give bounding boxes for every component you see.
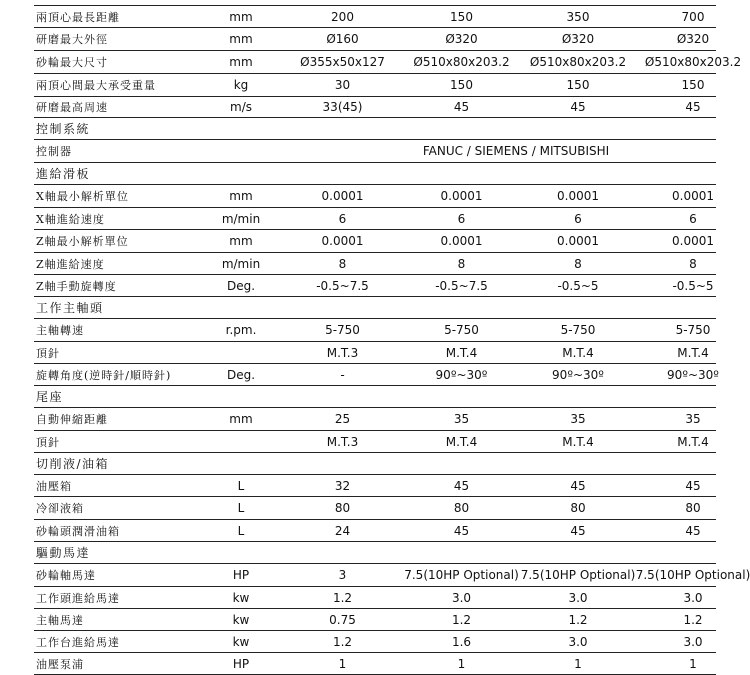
- row-value-model-3: 150: [566, 78, 590, 92]
- row-value-model-1: 200: [331, 9, 354, 24]
- row-value-model-2: Ø510x80x203.2: [413, 55, 510, 69]
- row-value-model-3: Ø320: [561, 32, 595, 46]
- row-unit: mm: [229, 55, 253, 69]
- row-value-model-2: 1.2: [451, 612, 472, 627]
- row-label: 砂輪頭潤滑油箱: [36, 524, 120, 538]
- row-value-model-4: 7.5(10HP Optional): [635, 568, 750, 582]
- row-value-model-1: 1.2: [332, 634, 353, 649]
- row-value-model-4: 0.0001: [672, 189, 714, 203]
- row-value-model-1: 1: [338, 656, 347, 671]
- section-row: [34, 118, 716, 140]
- row-value-model-4: 0.0001: [672, 234, 714, 248]
- table-row: [34, 497, 716, 520]
- row-unit: [201, 431, 281, 452]
- row-label: 控制器: [36, 145, 72, 158]
- row-unit: HP: [232, 656, 250, 671]
- row-value-model-4: -0.5~5: [672, 278, 714, 293]
- row-value-model-1: 25: [334, 412, 351, 426]
- row-label: 研磨最大外徑: [36, 33, 108, 46]
- table-row: [34, 587, 716, 609]
- row-value-model-3: 90º~30º: [552, 367, 604, 382]
- row-label: 冷卻液箱: [36, 502, 84, 515]
- row-value-model-4: 8: [689, 256, 697, 271]
- row-value-model-2: 45: [453, 523, 470, 538]
- row-value-model-4: M.T.4: [677, 434, 709, 449]
- section-title: 驅動馬達: [36, 546, 91, 560]
- row-value-model-4: 1: [689, 656, 697, 671]
- row-unit: L: [237, 501, 245, 515]
- row-label: 兩頂心最長距離: [36, 10, 120, 24]
- row-value-model-3: -0.5~5: [557, 278, 599, 293]
- row-value-model-2: 80: [453, 501, 470, 515]
- row-value-model-2: 45: [453, 100, 470, 114]
- row-unit: Deg.: [226, 278, 256, 293]
- row-label: 頂針: [36, 346, 60, 360]
- row-value-model-3: 350: [566, 9, 590, 24]
- table-row: [34, 609, 716, 631]
- row-value-model-4: 80: [685, 501, 701, 515]
- row-value-model-2: 35: [453, 412, 470, 426]
- row-unit: mm: [229, 412, 253, 426]
- section-title: 尾座: [36, 390, 64, 404]
- table-row: [34, 140, 716, 163]
- row-value-model-3: 0.0001: [557, 189, 599, 203]
- row-label: 旋轉角度(逆時針/順時針): [36, 368, 172, 382]
- row-unit: kg: [233, 78, 249, 92]
- section-title: 進給滑板: [36, 167, 91, 181]
- row-value-model-1: 0.0001: [321, 234, 364, 248]
- row-label: 主軸轉速: [36, 324, 84, 337]
- row-value-model-3: M.T.4: [562, 345, 594, 360]
- table-row: [34, 97, 716, 118]
- row-label: 兩頂心間最大承受重量: [36, 79, 156, 92]
- row-value-model-4: 3.0: [683, 634, 703, 649]
- row-label: 研磨最高周速: [36, 101, 108, 114]
- row-value-model-3: Ø510x80x203.2: [529, 55, 627, 69]
- table-row: [34, 342, 716, 364]
- row-value-model-1: 8: [338, 256, 347, 271]
- row-value-model-3: 45: [570, 523, 586, 538]
- row-value-model-2: 8: [457, 256, 466, 271]
- section-title: 切削液/油箱: [36, 457, 110, 471]
- row-unit: mm: [229, 32, 253, 46]
- row-label: 自動伸縮距離: [36, 413, 108, 426]
- row-value-model-2: 1: [457, 656, 466, 671]
- section-row: [34, 297, 716, 319]
- table-row: [34, 364, 719, 386]
- row-value-model-1: 32: [334, 478, 351, 493]
- row-label: 工作台進給馬達: [36, 635, 120, 649]
- row-value-model-2: Ø320: [445, 32, 478, 46]
- row-label: 油壓泵浦: [36, 657, 84, 671]
- table-row: [34, 431, 716, 453]
- table-row: [34, 275, 716, 297]
- row-unit: kw: [232, 612, 250, 627]
- row-unit: r.pm.: [225, 323, 257, 337]
- row-unit: [201, 342, 281, 363]
- row-label: X軸進給速度: [36, 212, 105, 226]
- table-row: [34, 253, 716, 275]
- row-value-model-1: 33(45): [322, 100, 363, 114]
- row-label: 工作頭進給馬達: [36, 591, 120, 605]
- row-value-model-2: 150: [450, 9, 473, 24]
- section-title: 控制系統: [36, 122, 91, 136]
- row-value-model-1: 0.75: [329, 612, 356, 627]
- row-unit: HP: [232, 568, 250, 582]
- table-row: [34, 564, 750, 587]
- section-row: [34, 386, 716, 408]
- row-value-model-2: M.T.4: [445, 434, 478, 449]
- row-value-model-4: 35: [685, 412, 701, 426]
- row-value-model-3: 45: [570, 100, 586, 114]
- row-value-model-3: M.T.4: [562, 434, 594, 449]
- row-value-model-1: Ø355x50x127: [300, 55, 385, 69]
- table-row: [34, 319, 716, 342]
- row-value-model-4: Ø320: [676, 32, 710, 46]
- row-value-model-3: 0.0001: [557, 234, 599, 248]
- row-value-model-2: 5-750: [444, 323, 479, 337]
- row-value-model-4: 3.0: [683, 590, 703, 605]
- row-value-model-3: 6: [574, 211, 582, 226]
- table-row: [34, 631, 716, 653]
- row-unit: L: [237, 478, 245, 493]
- row-value-model-3: 1: [574, 656, 582, 671]
- row-value-model-1: 3: [338, 568, 347, 582]
- row-label: Z軸進給速度: [36, 257, 105, 271]
- row-label: Z軸最小解析單位: [36, 235, 129, 248]
- table-row: [34, 520, 716, 542]
- row-value-model-1: 24: [334, 523, 351, 538]
- row-value-model-4: 45: [685, 100, 701, 114]
- row-unit: kw: [232, 634, 250, 649]
- row-value-model-2: 7.5(10HP Optional): [404, 568, 519, 582]
- row-value-model-4: 700: [681, 9, 705, 24]
- table-row: [34, 653, 716, 675]
- row-value-model-2: 45: [453, 478, 470, 493]
- table-row: [34, 5, 716, 28]
- table-row: [34, 185, 716, 208]
- row-label: X軸最小解析單位: [36, 190, 129, 203]
- row-unit: L: [237, 523, 245, 538]
- row-value-model-3: 3.0: [568, 634, 588, 649]
- row-value-model-2: 1.6: [451, 634, 472, 649]
- row-value-model-1: 0.0001: [321, 189, 364, 203]
- row-value-model-2: 3.0: [451, 590, 472, 605]
- row-label: Z軸手動旋轉度: [36, 279, 117, 293]
- row-value-model-1: 30: [334, 78, 351, 92]
- row-label: 油壓箱: [36, 479, 72, 493]
- row-value-model-1: M.T.3: [326, 345, 359, 360]
- row-value-model-2: -0.5~7.5: [435, 278, 488, 293]
- row-value-model-2: 0.0001: [440, 189, 483, 203]
- row-label: 砂輪軸馬達: [36, 569, 96, 582]
- row-unit: mm: [229, 189, 253, 203]
- row-value-model-4: 1.2: [683, 612, 703, 627]
- row-value-model-3: 45: [570, 478, 586, 493]
- row-value-model-4: 45: [685, 523, 701, 538]
- row-unit: m/min: [221, 256, 261, 271]
- row-value-model-1: M.T.3: [326, 434, 359, 449]
- row-unit: m/s: [230, 100, 252, 114]
- section-title: 工作主軸頭: [36, 301, 104, 315]
- row-value-model-3: 1.2: [568, 612, 588, 627]
- row-value-model-3: 7.5(10HP Optional): [520, 568, 636, 582]
- row-value-model-1: 80: [334, 501, 351, 515]
- row-value-model-2: 90º~30º: [435, 367, 488, 382]
- table-row: [34, 74, 716, 97]
- row-value-model-2: M.T.4: [445, 345, 478, 360]
- section-row: [34, 542, 716, 564]
- row-value-model-4: 45: [685, 478, 701, 493]
- row-value-model-1: -0.5~7.5: [316, 278, 369, 293]
- row-value-model-4: 6: [689, 211, 697, 226]
- table-row: [34, 475, 716, 497]
- table-row: [34, 230, 716, 253]
- row-unit: m/min: [221, 211, 261, 226]
- section-row: [34, 453, 716, 475]
- row-value-model-1: 1.2: [332, 590, 353, 605]
- row-value-model-3: 35: [570, 412, 586, 426]
- row-value-model-1: 6: [338, 211, 347, 226]
- row-unit: mm: [229, 9, 253, 24]
- row-value-model-3: 80: [570, 501, 586, 515]
- row-value-model-4: M.T.4: [677, 345, 709, 360]
- row-value-model-4: 90º~30º: [667, 367, 719, 382]
- table-row: [34, 408, 716, 431]
- row-value-model-3: 8: [574, 256, 582, 271]
- row-label: 砂輪最大尺寸: [36, 56, 108, 69]
- table-row: [34, 208, 716, 230]
- row-unit: kw: [232, 590, 250, 605]
- table-row: [34, 51, 742, 74]
- row-value-model-3: 5-750: [560, 323, 596, 337]
- row-label: 主軸馬達: [36, 613, 84, 627]
- row-unit: mm: [229, 234, 253, 248]
- row-value-model-2: 0.0001: [440, 234, 483, 248]
- row-span-value: FANUC / SIEMENS / MITSUBISHI: [422, 144, 610, 158]
- row-value-model-4: 150: [681, 78, 705, 92]
- row-unit: Deg.: [226, 367, 256, 382]
- table-row: [34, 28, 716, 51]
- row-value-model-4: 5-750: [675, 323, 711, 337]
- row-value-model-1: -: [340, 367, 345, 382]
- row-value-model-1: 5-750: [325, 323, 360, 337]
- row-value-model-1: Ø160: [326, 32, 359, 46]
- row-value-model-3: 3.0: [568, 590, 588, 605]
- row-value-model-4: Ø510x80x203.2: [644, 55, 742, 69]
- row-label: 頂針: [36, 435, 60, 449]
- section-row: [34, 163, 716, 185]
- row-value-model-2: 6: [457, 211, 466, 226]
- row-value-model-2: 150: [450, 78, 473, 92]
